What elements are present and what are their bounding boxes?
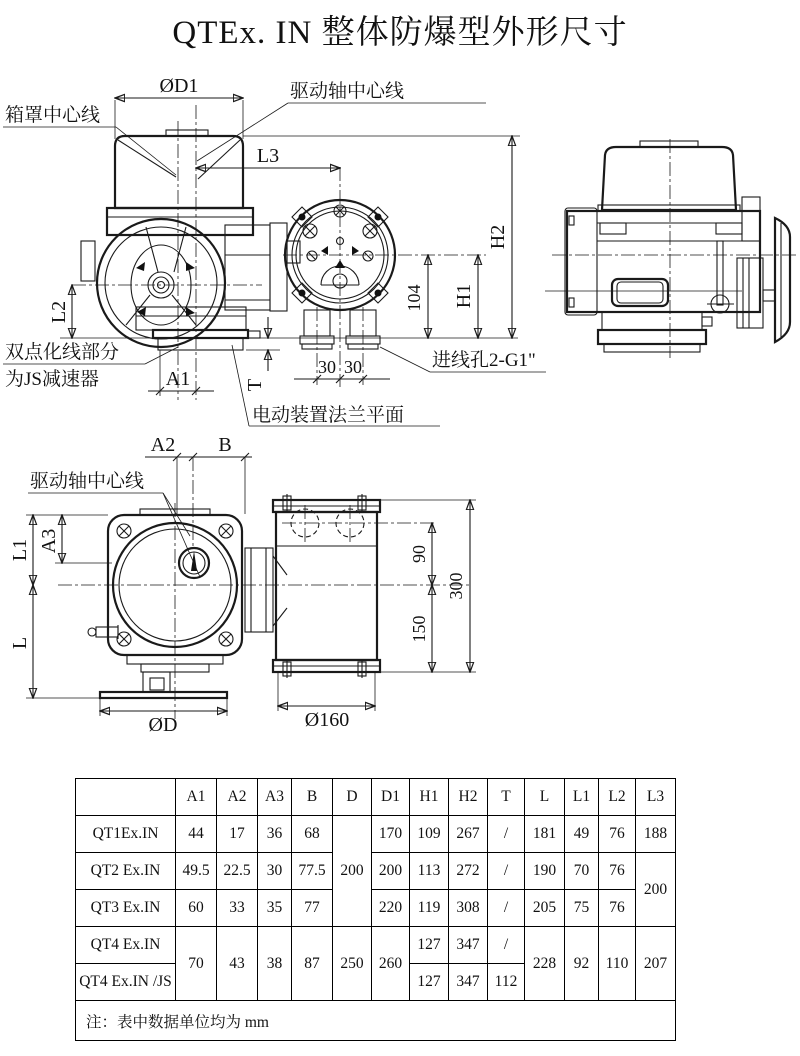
table-cell: 92 (565, 927, 599, 1001)
dimension-table (75, 778, 676, 1041)
table-cell: 228 (525, 927, 565, 1001)
table-cell: 200 (333, 816, 372, 927)
dim-label-90: 90 (409, 545, 429, 563)
table-cell: 347 (449, 927, 488, 964)
table-cell: 38 (258, 927, 292, 1001)
bottom-flange-top-view (100, 655, 227, 698)
table-cell: 260 (372, 927, 410, 1001)
table-cell: / (488, 927, 525, 964)
table-cell: 112 (488, 964, 525, 1001)
dim-label-30-right: 30 (344, 357, 362, 377)
callout-drive-shaft-centerline-top: 驱动轴中心线 (30, 471, 145, 492)
table-header-cell: L1 (565, 779, 599, 816)
table-header-cell: H2 (449, 779, 488, 816)
table-cell: 207 (636, 927, 676, 1001)
callout-reducer-line2: 为JS减速器 (5, 369, 99, 390)
gear-housing-top (88, 509, 242, 655)
table-cell: 347 (449, 964, 488, 1001)
dim-label-b: B (218, 434, 232, 456)
table-header-cell: A1 (176, 779, 217, 816)
table-cell: 200 (636, 853, 676, 927)
table-cell: 220 (372, 890, 410, 927)
table-cell: 75 (565, 890, 599, 927)
dim-label-30-left: 30 (318, 357, 336, 377)
mounting-flange (60, 330, 518, 350)
table-header-cell: L2 (599, 779, 636, 816)
table-cell: 113 (410, 853, 449, 890)
handwheel (97, 219, 225, 347)
dim-label-l3: L3 (256, 145, 280, 167)
front-view (3, 75, 546, 426)
table-header-cell: D1 (372, 779, 410, 816)
table-cell: 30 (258, 853, 292, 890)
table-cell: 70 (565, 853, 599, 890)
table-row (76, 927, 676, 964)
technical-drawing (0, 55, 800, 765)
table-header-cell: A2 (217, 779, 258, 816)
table-cell: 49.5 (176, 853, 217, 890)
dim-label-a1: A1 (165, 368, 191, 390)
table-header-cell: B (292, 779, 333, 816)
table-cell: / (488, 853, 525, 890)
table-header-cell: L (525, 779, 565, 816)
table-cell: 22.5 (217, 853, 258, 890)
table-cell: 17 (217, 816, 258, 853)
corner-screw (117, 524, 131, 538)
table-note: 注：表中数据单位均为 mm (76, 1001, 676, 1041)
table-cell: 205 (525, 890, 565, 927)
table-cell: 250 (333, 927, 372, 1001)
table-note-row (76, 1001, 676, 1041)
table-header-cell: D (333, 779, 372, 816)
table-cell: 44 (176, 816, 217, 853)
corner-screw (117, 632, 131, 646)
front-view-callouts (3, 80, 546, 426)
table-header-cell: A3 (258, 779, 292, 816)
table-cell: 68 (292, 816, 333, 853)
table-header-cell: H1 (410, 779, 449, 816)
table-cell: 76 (599, 853, 636, 890)
table-cell: 60 (176, 890, 217, 927)
dim-label-t: T (244, 378, 266, 392)
dim-label-a3: A3 (38, 528, 60, 554)
table-cell: 181 (525, 816, 565, 853)
callout-flange-plane: 电动装置法兰平面 (252, 405, 405, 426)
page-title: QTEx. IN 整体防爆型外形尺寸 (172, 15, 628, 51)
motor-housing-top (245, 494, 380, 678)
table-cell: 109 (410, 816, 449, 853)
table-cell: 200 (372, 853, 410, 890)
table-cell: 267 (449, 816, 488, 853)
dim-label-dia-d: ØD (148, 714, 178, 736)
dim-label-150: 150 (409, 615, 429, 643)
table-cell: 127 (410, 927, 449, 964)
table-cell: 70 (176, 927, 217, 1001)
callout-box-cover-centerline: 箱罩中心线 (5, 105, 101, 126)
table-cell: 308 (449, 890, 488, 927)
table-cell: 49 (565, 816, 599, 853)
table-cell: 110 (599, 927, 636, 1001)
table-row (76, 816, 676, 853)
corner-screw (219, 524, 233, 538)
table-cell: 170 (372, 816, 410, 853)
callout-drive-shaft-centerline: 驱动轴中心线 (290, 81, 405, 102)
table-cell: 76 (599, 816, 636, 853)
table-header-cell: T (488, 779, 525, 816)
table-cell: 43 (217, 927, 258, 1001)
dim-label-h2: H2 (487, 224, 509, 250)
table-cell: / (488, 890, 525, 927)
callout-reducer-line1: 双点化线部分 (5, 342, 120, 363)
dim-label-l2: L2 (48, 300, 70, 324)
dimension-table-grid (75, 778, 676, 1041)
dim-label-d1: ØD1 (159, 75, 199, 97)
side-handwheel (763, 218, 790, 342)
dim-label-104: 104 (404, 284, 424, 312)
table-cell: 127 (410, 964, 449, 1001)
table-cell: 190 (525, 853, 565, 890)
table-row (76, 890, 676, 927)
dim-label-dia-160: Ø160 (304, 709, 350, 731)
table-cell: 76 (599, 890, 636, 927)
table-cell: 77.5 (292, 853, 333, 890)
table-cell: 272 (449, 853, 488, 890)
table-cell: 119 (410, 890, 449, 927)
table-header-cell: L3 (636, 779, 676, 816)
table-row-label: QT2 Ex.IN (76, 853, 176, 890)
table-header-cell (76, 779, 176, 816)
callout-cable-entry: 进线孔2-G1" (432, 350, 536, 371)
dim-label-h1: H1 (453, 283, 475, 309)
table-header-row (76, 779, 676, 816)
dim-label-l1: L1 (9, 538, 31, 562)
table-cell: 33 (217, 890, 258, 927)
side-view (545, 139, 798, 358)
table-cell: 77 (292, 890, 333, 927)
table-row (76, 853, 676, 890)
dim-label-a2: A2 (150, 434, 176, 456)
dim-label-l: L (9, 636, 31, 650)
table-cell: / (488, 816, 525, 853)
table-cell: 87 (292, 927, 333, 1001)
table-row-label: QT3 Ex.IN (76, 890, 176, 927)
table-cell: 36 (258, 816, 292, 853)
table-cell: 35 (258, 890, 292, 927)
table-row-label: QT4 Ex.IN /JS (76, 964, 176, 1001)
table-row-label: QT4 Ex.IN (76, 927, 176, 964)
top-view (9, 434, 476, 736)
corner-screw (219, 632, 233, 646)
table-cell: 188 (636, 816, 676, 853)
table-row-label: QT1Ex.IN (76, 816, 176, 853)
dim-label-300: 300 (446, 572, 466, 600)
